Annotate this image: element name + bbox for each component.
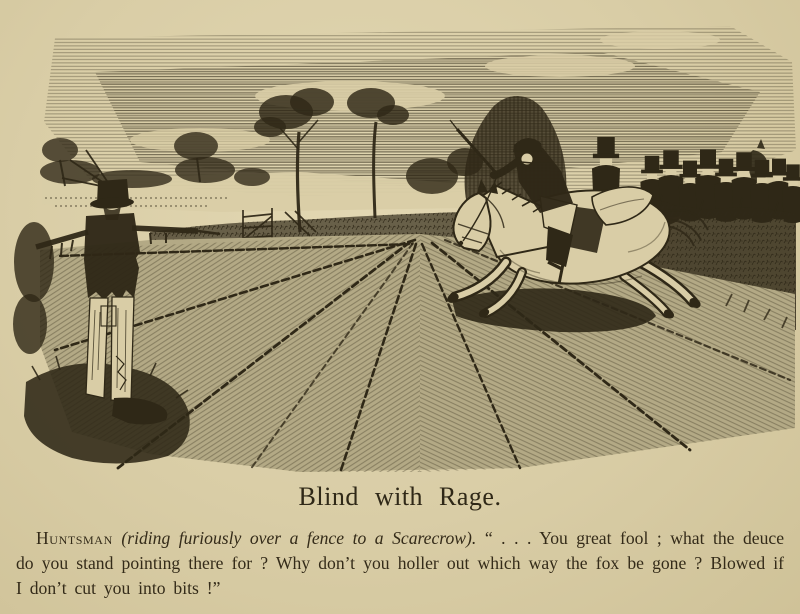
caption-title: Blind with Rage. <box>298 482 502 511</box>
caption-block <box>0 482 800 601</box>
caption-dialogue: “ . . . You great fool ; what the deuce do you stand pointing there for ? Why don’t you holler out which way the fox be gone ? Blowed if I don’t cut you into bits !” <box>16 528 785 598</box>
caption-text <box>16 526 784 601</box>
caption-stage-direction: (riding furiously over a fence to a Scarecrow). <box>121 528 477 548</box>
scarecrow-jacket <box>84 213 140 302</box>
caption-speaker: Huntsman <box>36 528 113 548</box>
